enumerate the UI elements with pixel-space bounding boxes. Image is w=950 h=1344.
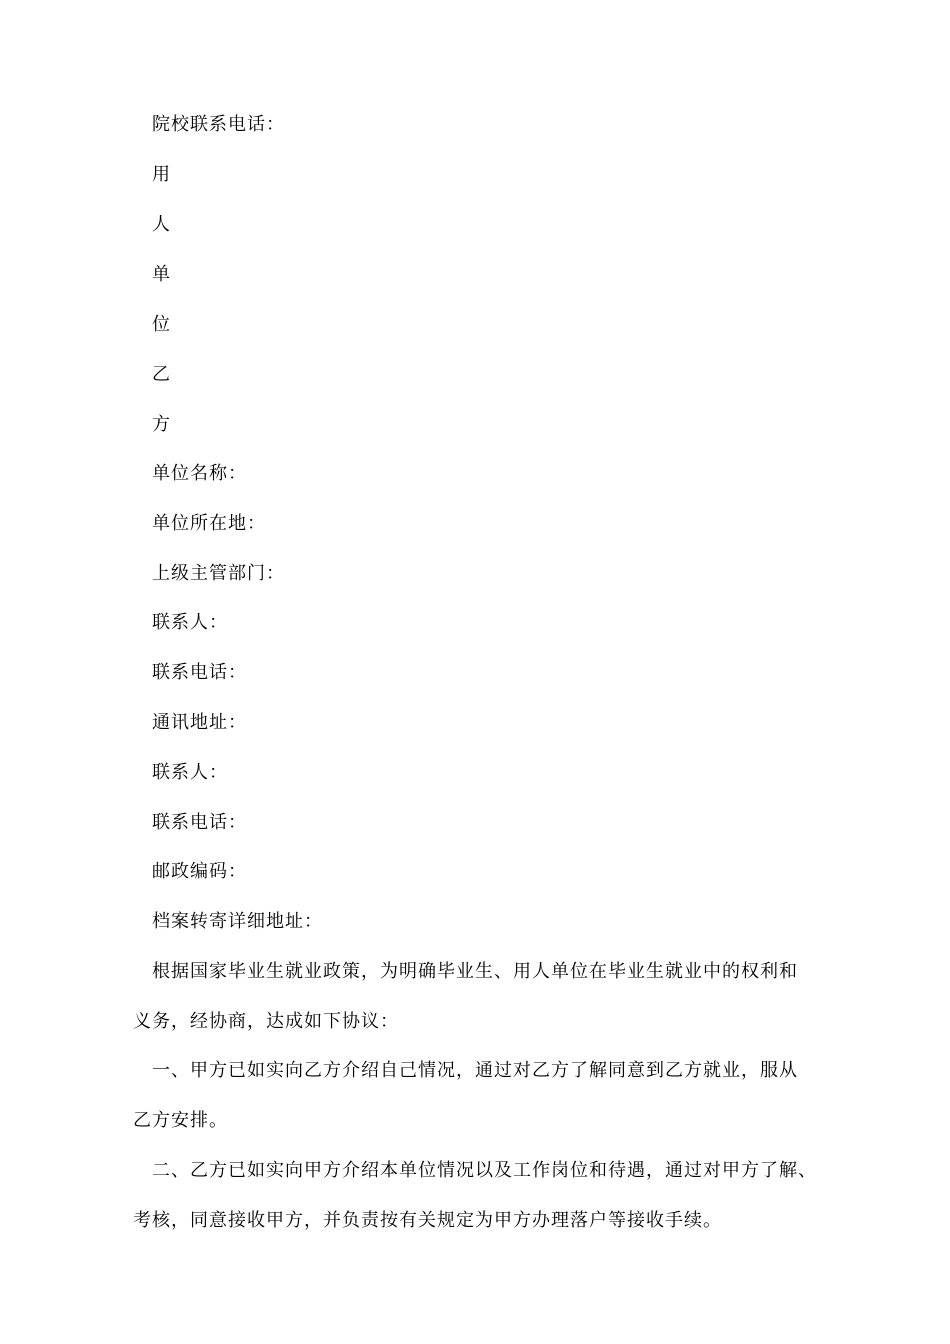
- vertical-label-char: 单: [152, 264, 171, 285]
- vertical-label-char: 位: [152, 314, 171, 335]
- contact-phone-label: 联系电话：: [152, 812, 247, 833]
- paragraph-line: 二、乙方已如实向甲方介绍本单位情况以及工作岗位和待遇，通过对甲方了解、: [152, 1160, 817, 1181]
- contact-phone-label: 联系电话：: [152, 662, 247, 683]
- contact-person-label: 联系人：: [152, 612, 228, 633]
- postal-code-label: 邮政编码：: [152, 861, 247, 882]
- school-phone-label: 院校联系电话：: [152, 114, 285, 135]
- vertical-label-char: 方: [152, 414, 171, 435]
- unit-name-label: 单位名称：: [152, 463, 247, 484]
- mailing-address-label: 通讯地址：: [152, 712, 247, 733]
- paragraph-line: 根据国家毕业生就业政策，为明确毕业生、用人单位在毕业生就业中的权利和: [152, 961, 798, 982]
- contact-person-label: 联系人：: [152, 762, 228, 783]
- paragraph-line: 考核，同意接收甲方，并负责按有关规定为甲方办理落户等接收手续。: [133, 1210, 722, 1231]
- paragraph-line: 一、甲方已如实向乙方介绍自己情况，通过对乙方了解同意到乙方就业，服从: [152, 1060, 798, 1081]
- paragraph-line: 乙方安排。: [133, 1110, 228, 1131]
- unit-location-label: 单位所在地：: [152, 513, 266, 534]
- vertical-label-char: 人: [152, 214, 171, 235]
- archive-address-label: 档案转寄详细地址：: [152, 911, 323, 932]
- superior-department-label: 上级主管部门：: [152, 563, 285, 584]
- vertical-label-char: 乙: [152, 364, 171, 385]
- paragraph-line: 义务，经协商，达成如下协议：: [133, 1011, 399, 1032]
- vertical-label-char: 用: [152, 164, 171, 185]
